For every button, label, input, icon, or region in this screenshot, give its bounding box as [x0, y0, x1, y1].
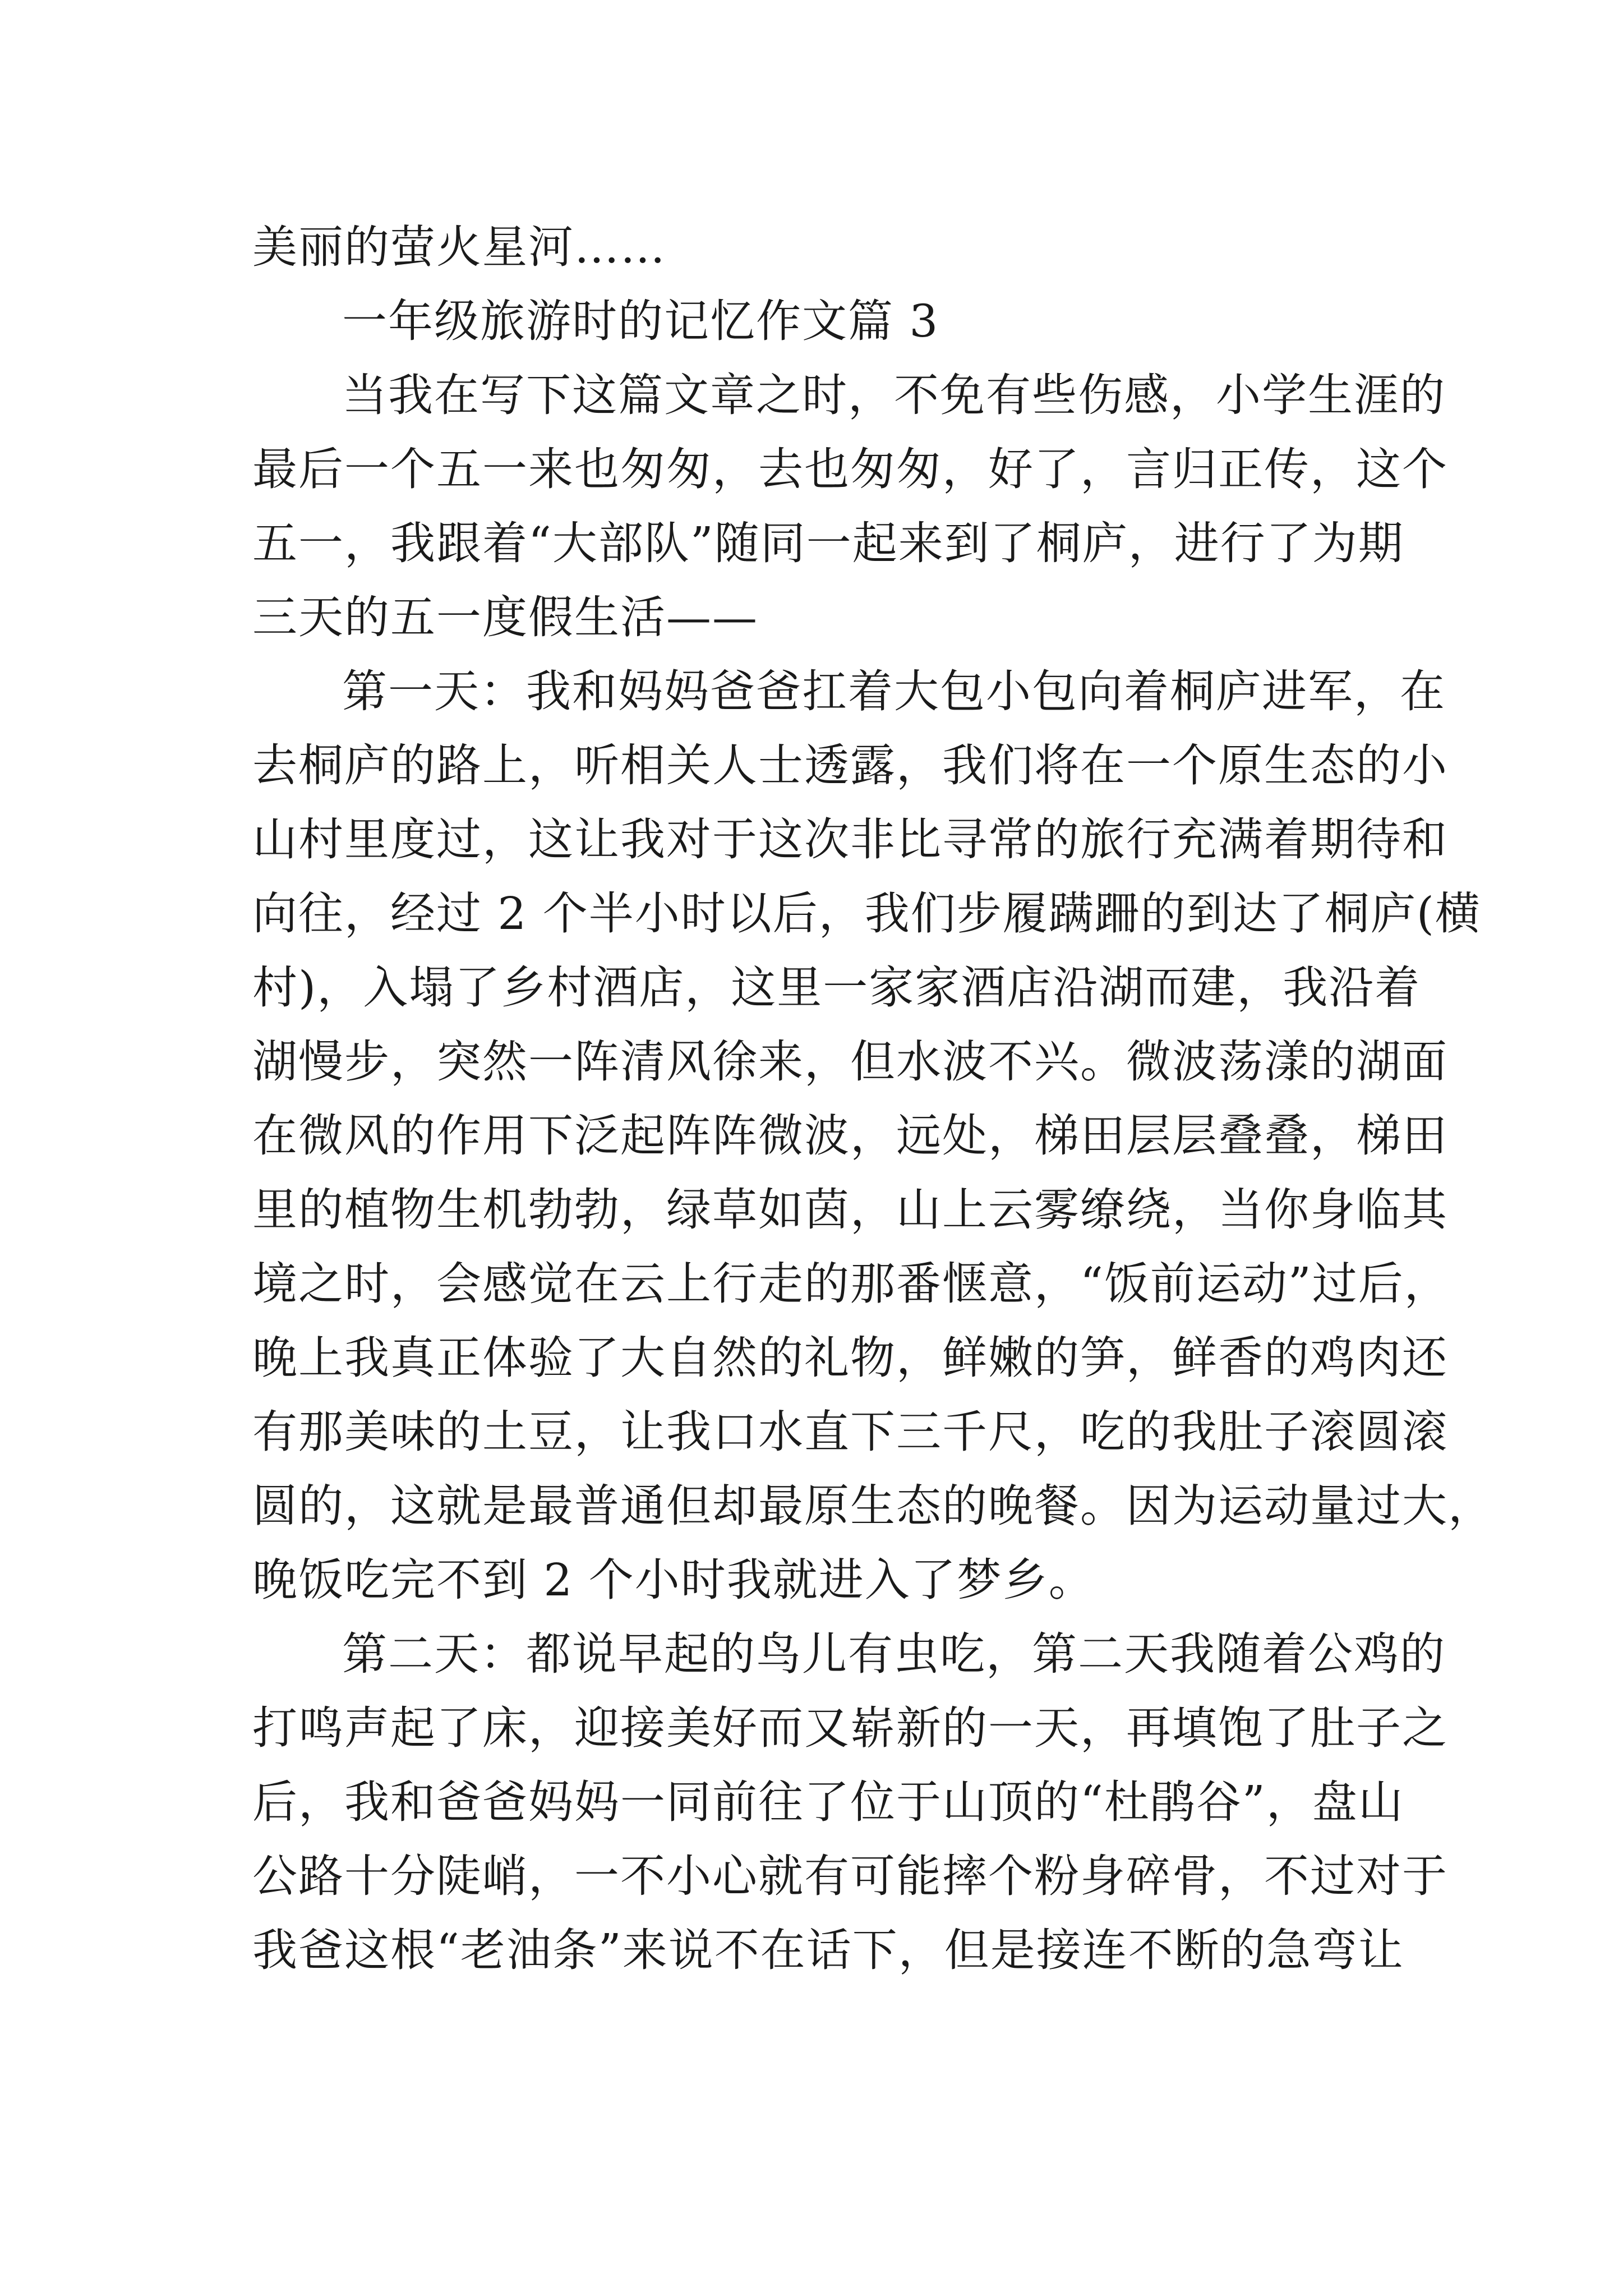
text-line: 境之时，会感觉在云上行走的那番惬意，“饭前运动”过后，	[252, 1258, 1450, 1310]
text-line: 向往，经过 2 个半小时以后，我们步履蹒跚的到达了桐庐(横	[252, 887, 1481, 940]
text-line: 湖慢步，突然一阵清风徐来，但水波不兴。微波荡漾的湖面	[252, 1036, 1448, 1088]
text-line: 晚饭吃完不到 2 个小时我就进入了梦乡。	[252, 1554, 1095, 1606]
text-line: 美丽的萤火星河……	[252, 221, 666, 273]
paragraph-start: 第二天：都说早起的鸟儿有虫吃，第二天我随着公鸡的	[342, 1628, 1446, 1680]
text-line: 山村里度过，这让我对于这次非比寻常的旅行充满着期待和	[252, 813, 1448, 866]
text-line: 后，我和爸爸妈妈一同前往了位于山顶的“杜鹃谷”，盘山	[252, 1776, 1404, 1828]
text-line: 最后一个五一来也匆匆，去也匆匆，好了，言归正传，这个	[252, 443, 1448, 495]
document-body	[252, 210, 1494, 1987]
text-line: 打鸣声起了床，迎接美好而又崭新的一天，再填饱了肚子之	[252, 1702, 1448, 1754]
text-line: 村)，入塌了乡村酒店，这里一家家酒店沿湖而建，我沿着	[252, 961, 1421, 1014]
paragraph-start: 当我在写下这篇文章之时，不免有些伤感，小学生涯的	[342, 369, 1446, 421]
text-line: 晚上我真正体验了大自然的礼物，鲜嫩的笋，鲜香的鸡肉还	[252, 1332, 1448, 1384]
text-line: 去桐庐的路上，听相关人士透露，我们将在一个原生态的小	[252, 739, 1448, 792]
text-line: 有那美味的土豆，让我口水直下三千尺，吃的我肚子滚圆滚	[252, 1406, 1448, 1458]
text-line: 在微风的作用下泛起阵阵微波，远处，梯田层层叠叠，梯田	[252, 1110, 1448, 1162]
text-line: 圆的，这就是最普通但却最原生态的晚餐。因为运动量过大，	[252, 1480, 1494, 1532]
paragraph-start: 第一天：我和妈妈爸爸扛着大包小包向着桐庐进军，在	[342, 665, 1446, 717]
text-line: 公路十分陡峭，一不小心就有可能摔个粉身碎骨，不过对于	[252, 1850, 1448, 1902]
text-line: 五一，我跟着“大部队”随同一起来到了桐庐，进行了为期	[252, 517, 1404, 569]
text-line: 我爸这根“老油条”来说不在话下，但是接连不断的急弯让	[252, 1924, 1404, 1976]
text-line: 三天的五一度假生活——	[252, 591, 758, 643]
section-heading: 一年级旅游时的记忆作文篇 3	[342, 295, 939, 347]
text-line: 里的植物生机勃勃，绿草如茵，山上云雾缭绕，当你身临其	[252, 1184, 1448, 1236]
